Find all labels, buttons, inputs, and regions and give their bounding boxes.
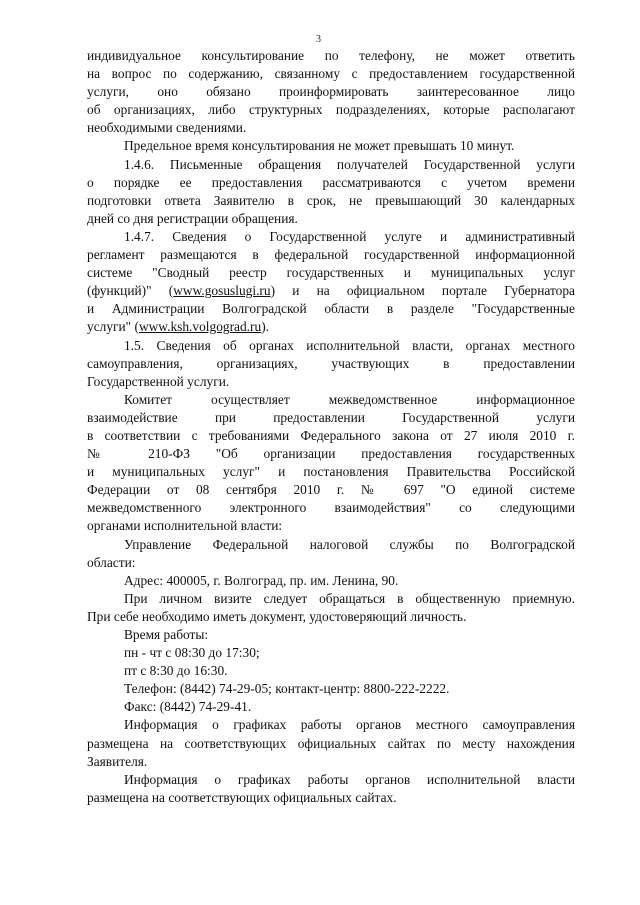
website-link[interactable]: www.gosuslugi.ru xyxy=(173,283,271,299)
text-fragment: (функций)" ( xyxy=(87,283,174,299)
text-line: самоуправления, организациях, участвующих в предоставлении xyxy=(87,355,575,371)
text-line: системе "Сводный реестр государственных и муниципальных услуг xyxy=(87,265,575,281)
text-line: При личном визите следует обращаться в общественную приемную. xyxy=(124,590,575,606)
text-line: дней со дня регистрации обращения. xyxy=(87,210,298,226)
text-line: Федерации от 08 сентября 2010 г. № 697 "О единой системе xyxy=(87,482,575,498)
text-line: органами исполнительной власти: xyxy=(87,518,283,534)
text-line: в соответствии с требованиями Федерального закона от 27 июля 2010 г. xyxy=(87,427,575,443)
text-line: и муниципальных услуг" и постановления Правительства Российской xyxy=(87,464,575,480)
text-line: 1.5. Сведения об органах исполнительной власти, органах местного xyxy=(124,337,575,353)
text-line: об организациях, либо структурных подразделениях, которые располагают xyxy=(87,102,575,118)
text-line: пн - чт с 08:30 до 17:30; xyxy=(124,645,260,661)
text-line: Факс: (8442) 74-29-41. xyxy=(124,699,252,715)
text-line: на вопрос по содержанию, связанному с предоставлением государственной xyxy=(87,66,575,82)
text-line: Адрес: 400005, г. Волгоград, пр. им. Ленина, 90. xyxy=(124,572,399,588)
website-link[interactable]: www.ksh.volgograd.ru xyxy=(138,319,262,335)
text-fragment: услуги" ( xyxy=(87,319,139,335)
text-line: Управление Федеральной налоговой службы по Волгоградской xyxy=(124,536,575,552)
text-line: регламент размещаются в федеральной государственной информационной xyxy=(87,247,575,263)
text-line: необходимыми сведениями. xyxy=(87,120,247,136)
text-line: Телефон: (8442) 74-29-05; контакт-центр: 8800-222-2222. xyxy=(124,681,450,697)
text-line: и Администрации Волгоградской области в разделе "Государственные xyxy=(87,301,575,317)
document-body xyxy=(87,47,575,807)
text-line: о порядке ее предоставления рассматриваются с учетом времени xyxy=(87,174,575,190)
text-line: Комитет осуществляет межведомственное информационное xyxy=(124,391,575,407)
text-fragment: ). xyxy=(261,319,270,335)
text-line: Информация о графиках работы органов местного самоуправления xyxy=(124,717,575,733)
text-line: При себе необходимо иметь документ, удостоверяющий личность. xyxy=(87,608,467,624)
text-line xyxy=(87,318,575,336)
text-line: услуги, оно обязано проинформировать заинтересованное лицо xyxy=(87,84,575,100)
text-line: Государственной услуги. xyxy=(87,373,230,389)
text-line: взаимодействие при предоставлении Государственной услуги xyxy=(87,409,575,425)
text-line: размещена на соответствующих официальных сайтах. xyxy=(87,789,397,805)
text-line: № 210-ФЗ "Об организации предоставления государственных xyxy=(87,446,575,462)
text-line: Время работы: xyxy=(124,627,209,642)
text-line: индивидуальное консультирование по телефону, не может ответить xyxy=(87,48,575,63)
text-line: Информация о графиках работы органов исполнительной власти xyxy=(124,771,575,787)
text-line: области: xyxy=(87,554,136,570)
text-line: Заявителя. xyxy=(87,753,148,769)
text-line: размещена на соответствующих официальных сайтах по месту нахождения xyxy=(87,735,575,751)
page-number: 3 xyxy=(316,34,321,45)
text-line: подготовки ответа Заявителю в срок, не превышающий 30 календарных xyxy=(87,192,575,208)
text-line: пт с 8:30 до 16:30. xyxy=(124,663,228,679)
text-line: 1.4.6. Письменные обращения получателей Государственной услуги xyxy=(124,156,575,172)
text-fragment: ) и на официальном портале Губернатора xyxy=(270,283,575,299)
text-line xyxy=(87,282,575,300)
text-line: межведомственного электронного взаимодействия" со следующими xyxy=(87,500,575,516)
text-line: 1.4.7. Сведения о Государственной услуге и административный xyxy=(124,228,575,244)
text-line: Предельное время консультирования не может превышать 10 минут. xyxy=(124,138,515,154)
